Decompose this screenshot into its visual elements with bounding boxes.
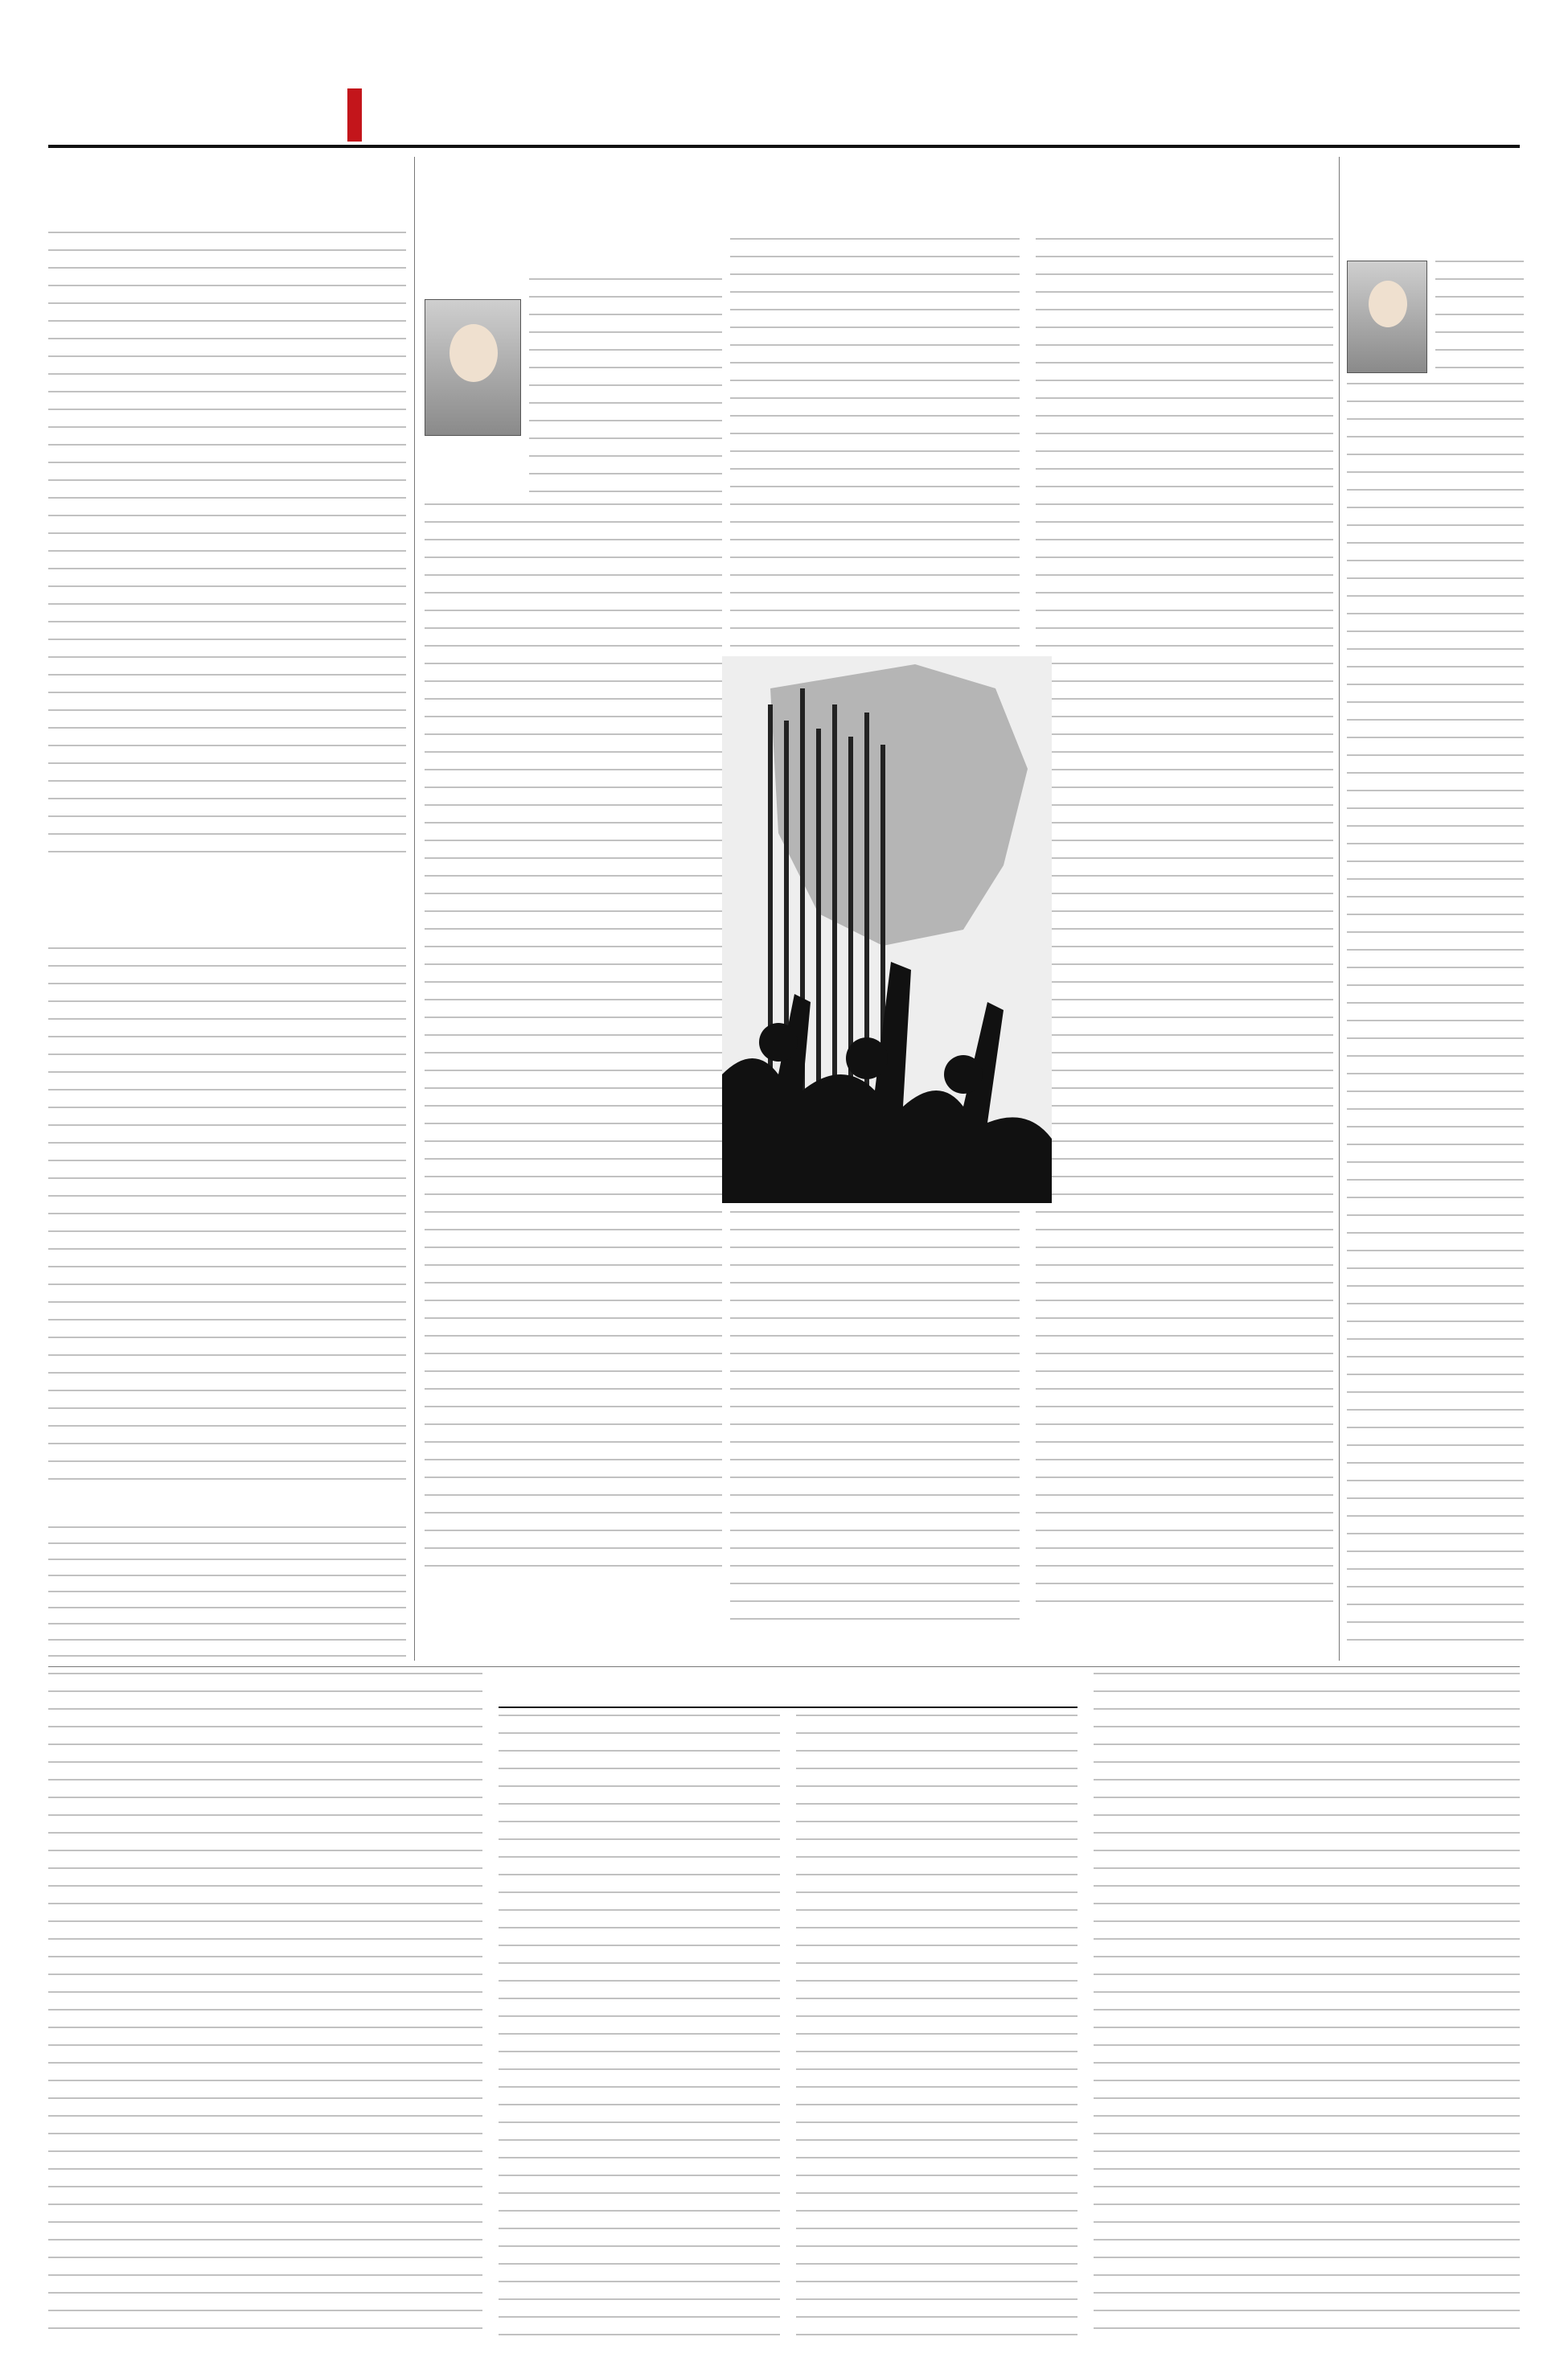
article-dhaka [48,1496,406,1661]
column-rule [414,157,415,1661]
article-body [529,278,722,503]
article-body [1094,1673,1520,2340]
author-photo [425,299,521,436]
masthead-rule [48,145,1520,148]
article-kuchon [48,158,406,865]
article-body [1435,261,1524,373]
article-body [48,1526,406,1657]
masthead [0,0,1568,153]
author-photo [1347,261,1427,373]
article-body [730,1211,1020,1629]
article-body [48,1673,482,2340]
article-rizik [1347,158,1524,1661]
article-body [48,947,406,1486]
article-shonka [48,1673,1520,2348]
article-body [499,1715,780,2342]
section-rule [48,1666,1520,1667]
headline-box [499,1673,1077,1708]
article-uccha-shiksha [48,873,406,1493]
article-body [48,232,406,859]
article-body [1036,1211,1333,1613]
article-body [796,1715,1077,2342]
article-body [730,238,1020,656]
article-body [1347,383,1524,1653]
illustration-map-crowd [722,656,1052,1203]
article-lead [425,158,1333,1661]
article-body [1036,238,1333,1203]
page-number-badge [347,88,420,142]
article-body [425,503,722,1581]
column-rule [1339,157,1340,1661]
